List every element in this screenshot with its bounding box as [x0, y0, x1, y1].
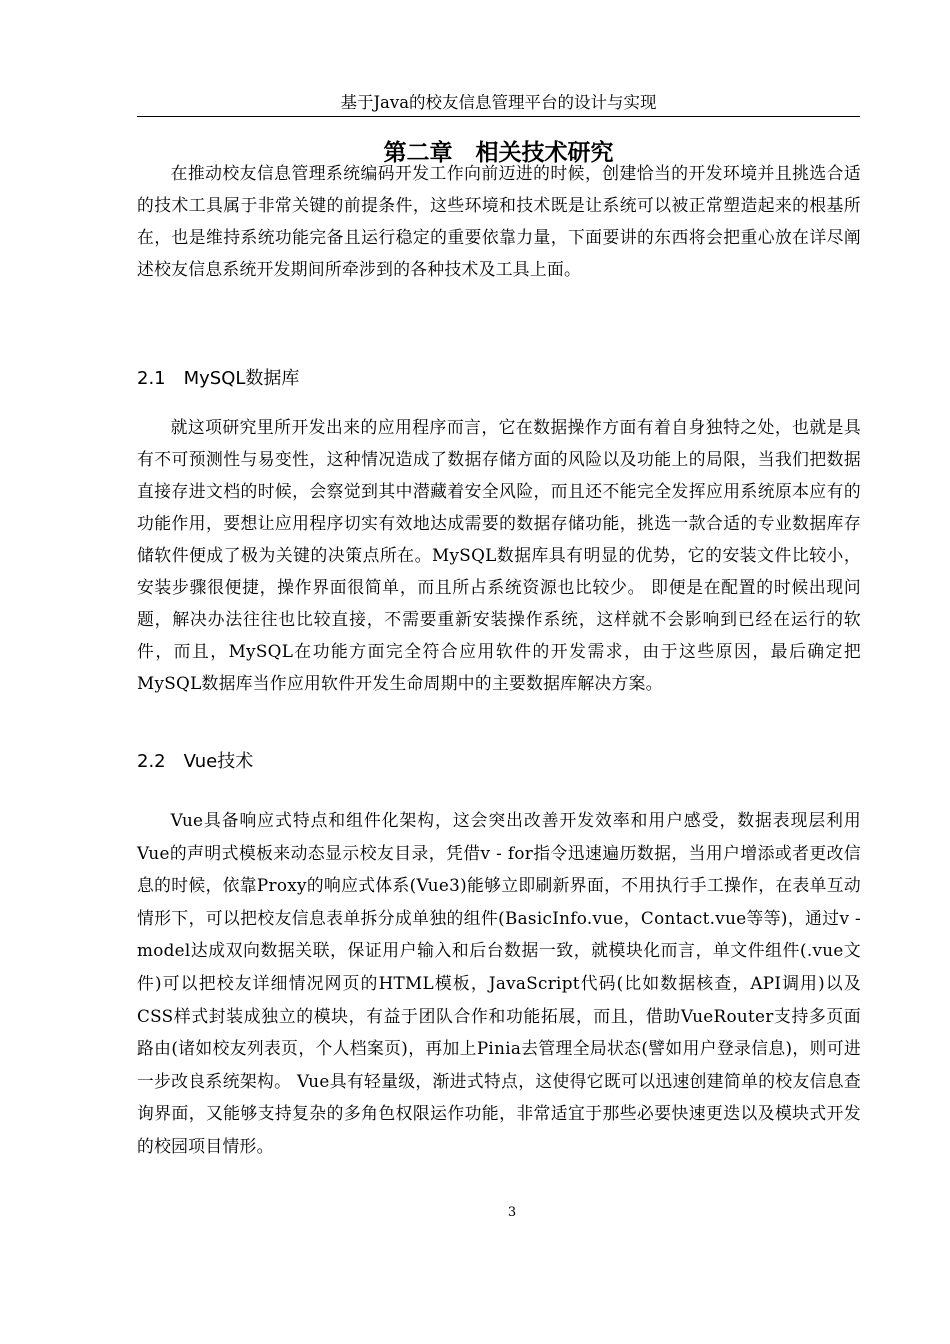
section-vue-paragraph: Vue具备响应式特点和组件化架构，这会突出改善开发效率和用户感受，数据表现层利用Vue的声明式模板来动态显示校友目录，凭借v - for指令迅速遍历数据，当用户增添或者更改信息的时候，依靠Proxy的响应式体系(Vue3)能够立即刷新界面，不用执行手工操作，在表单互动情形下，可以把校友信息表单拆分成单独的组件(BasicInfo.vue，Contact.vue等等)，通过v - model达成双向数据关联，保证用户输入和后台数据一致，就模块化而言，单文件组件(.vue文件)可以把校友详细情况网页的HTML模板，JavaScript代码(比如数据核查，API调用)以及CSS样式封装成独立的模块，有益于团队合作和功能拓展，而且，借助VueRouter支持多页面路由(诸如校友列表页，个人档案页)，再加上Pinia去管理全局状态(譬如用户登录信息)，则可进一步改良系统架构。 Vue具有轻量级，渐进式特点，这使得它既可以迅速创建简单的校友信息查询界面，又能够支持复杂的多角色权限运作功能，非常适宜于那些必要快速更迭以及模块式开发的校园项目情形。 [137, 810, 861, 1156]
section-mysql-paragraph: 就这项研究里所开发出来的应用程序而言，它在数据操作方面有着自身独特之处，也就是具有不可预测性与易变性，这种情况造成了数据存储方面的风险以及功能上的局限，当我们把数据直接存进文档的时候，会察觉到其中潜藏着安全风险，而且还不能完全发挥应用系统原本应有的功能作用，要想让应用程序切实有效地达成需要的数据存储功能，挑选一款合适的专业数据库存储软件便成了极为关键的决策点所在。MySQL数据库具有明显的优势，它的安装文件比较小，安装步骤很便捷，操作界面很简单，而且所占系统资源也比较少。 即便是在配置的时候出现问题，解决办法往往也比较直接，不需要重新安装操作系统，这样就不会影响到已经在运行的软件，而且，MySQL在功能方面完全符合应用软件的开发需求，由于这些原因，最后确定把MySQL数据库当作应用软件开发生命周期中的主要数据库解决方案。 [137, 417, 861, 693]
page-number: 3 [507, 1205, 517, 1220]
intro-paragraph: 在推动校友信息管理系统编码开发工作向前迈进的时候，创建恰当的开发环境并且挑选合适的技术工具属于非常关键的前提条件，这些环境和技术既是让系统可以被正常塑造起来的根基所在，也是维持系统功能完备且运行稳定的重要依靠力量，下面要讲的东西将会把重心放在详尽阐述校友信息系统开发期间所牵涉到的各种技术及工具上面。 [137, 163, 861, 279]
chapter-title: 第二章 相关技术研究 [383, 140, 614, 166]
header-rule [137, 116, 860, 117]
section-heading-vue: 2.2 Vue技术 [137, 751, 254, 772]
section-heading-mysql: 2.1 MySQL数据库 [137, 368, 300, 389]
running-header: 基于Java的校友信息管理平台的设计与实现 [340, 93, 657, 112]
